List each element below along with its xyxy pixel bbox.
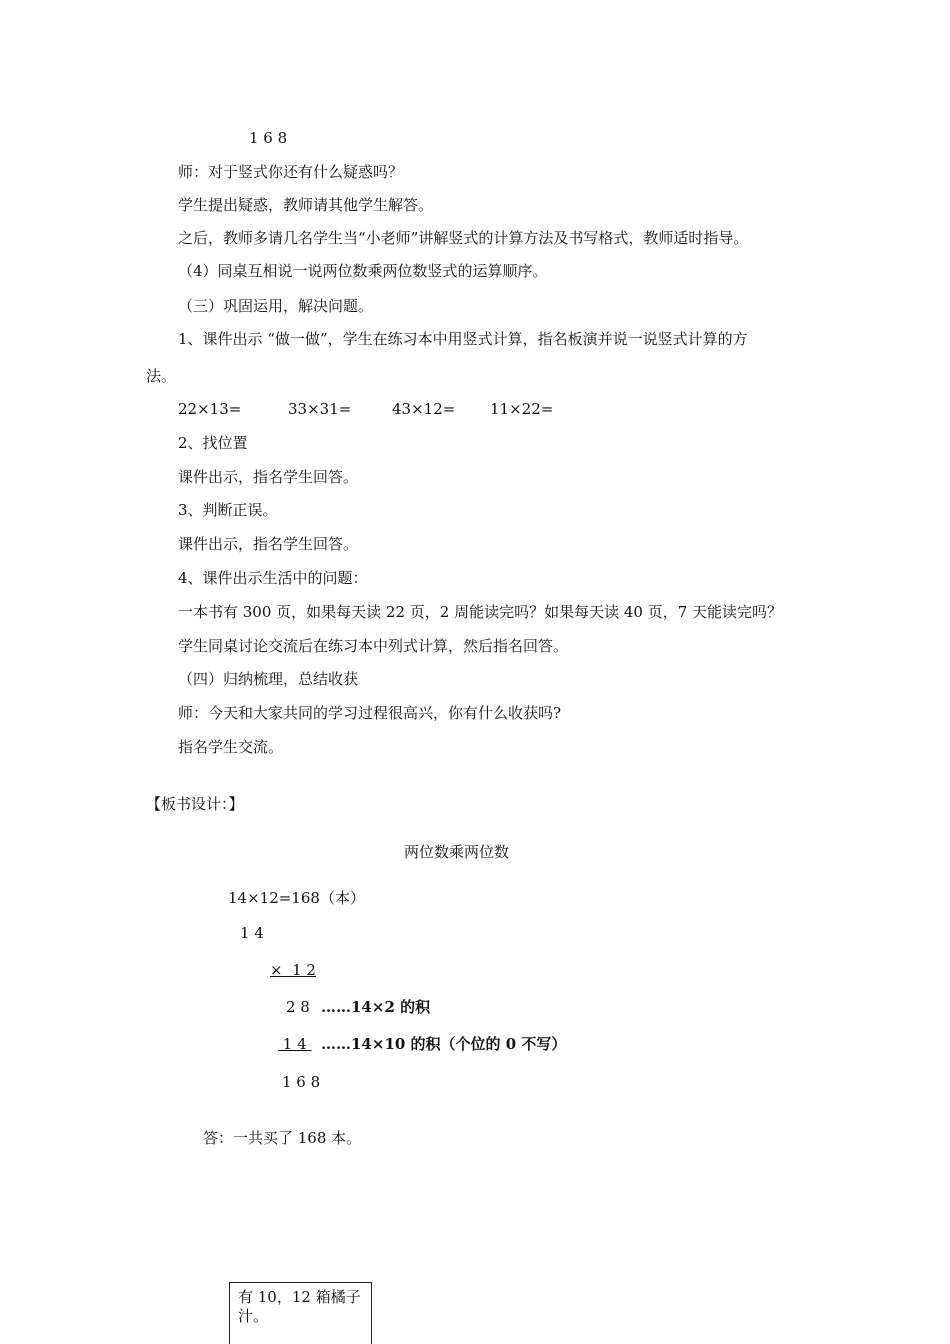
board-design-heading: 【板书设计：】 xyxy=(146,795,244,813)
text-box: 有 10，12 箱橘子汁。 xyxy=(229,1282,372,1344)
multiplicand: 1 4 xyxy=(240,924,264,942)
vertical-result: 1 6 8 xyxy=(249,129,288,147)
paragraph: 课件出示，指名学生回答。 xyxy=(178,468,359,486)
paragraph: 2、找位置 xyxy=(178,434,248,452)
partial-note-1: ……14×2 的积 xyxy=(321,998,431,1016)
exercise-item: 33×31= xyxy=(288,400,352,418)
exercise-item: 43×12= xyxy=(392,400,456,418)
multiplier: × 1 2 xyxy=(270,961,316,979)
partial-product-1: 2 8 xyxy=(286,998,310,1016)
paragraph: 之后，教师多请几名学生当“小老师”讲解竖式的计算方法及书写格式，教师适时指导。 xyxy=(178,229,749,247)
paragraph: 指名学生交流。 xyxy=(178,738,284,756)
board-title: 两位数乘两位数 xyxy=(404,843,510,861)
final-product: 1 6 8 xyxy=(282,1073,321,1091)
paragraph: 学生同桌讨论交流后在练习本中列式计算，然后指名回答。 xyxy=(178,637,569,655)
section-heading: （四）归纳梳理，总结收获 xyxy=(178,670,359,688)
paragraph: 学生提出疑惑，教师请其他学生解答。 xyxy=(178,196,434,214)
section-heading: （三）巩固运用，解决问题。 xyxy=(178,297,374,315)
board-equation: 14×12=168（本） xyxy=(228,889,365,907)
paragraph-continuation: 法。 xyxy=(146,367,177,385)
paragraph: 4、课件出示生活中的问题： xyxy=(178,569,368,587)
answer-line: 答：一共买了 168 本。 xyxy=(203,1129,362,1147)
paragraph: 课件出示，指名学生回答。 xyxy=(178,535,359,553)
partial-product-2: 1 4 xyxy=(278,1035,312,1053)
paragraph: 1、课件出示 “做一做”，学生在练习本中用竖式计算，指名板演并说一说竖式计算的方 xyxy=(178,330,748,348)
partial-note-2: ……14×10 的积（个位的 0 不写） xyxy=(321,1035,567,1053)
paragraph: 师：今天和大家共同的学习过程很高兴，你有什么收获吗? xyxy=(178,704,562,722)
paragraph: 3、判断正误。 xyxy=(178,501,278,519)
paragraph: 一本书有 300 页，如果每天读 22 页，2 周能读完吗？如果每天读 40 页，7 天能读完吗？ xyxy=(178,603,783,621)
exercise-item: 22×13= xyxy=(178,400,242,418)
exercise-item: 11×22= xyxy=(490,400,554,418)
paragraph: （4）同桌互相说一说两位数乘两位数竖式的运算顺序。 xyxy=(178,262,548,280)
paragraph: 师：对于竖式你还有什么疑惑吗？ xyxy=(178,163,404,181)
